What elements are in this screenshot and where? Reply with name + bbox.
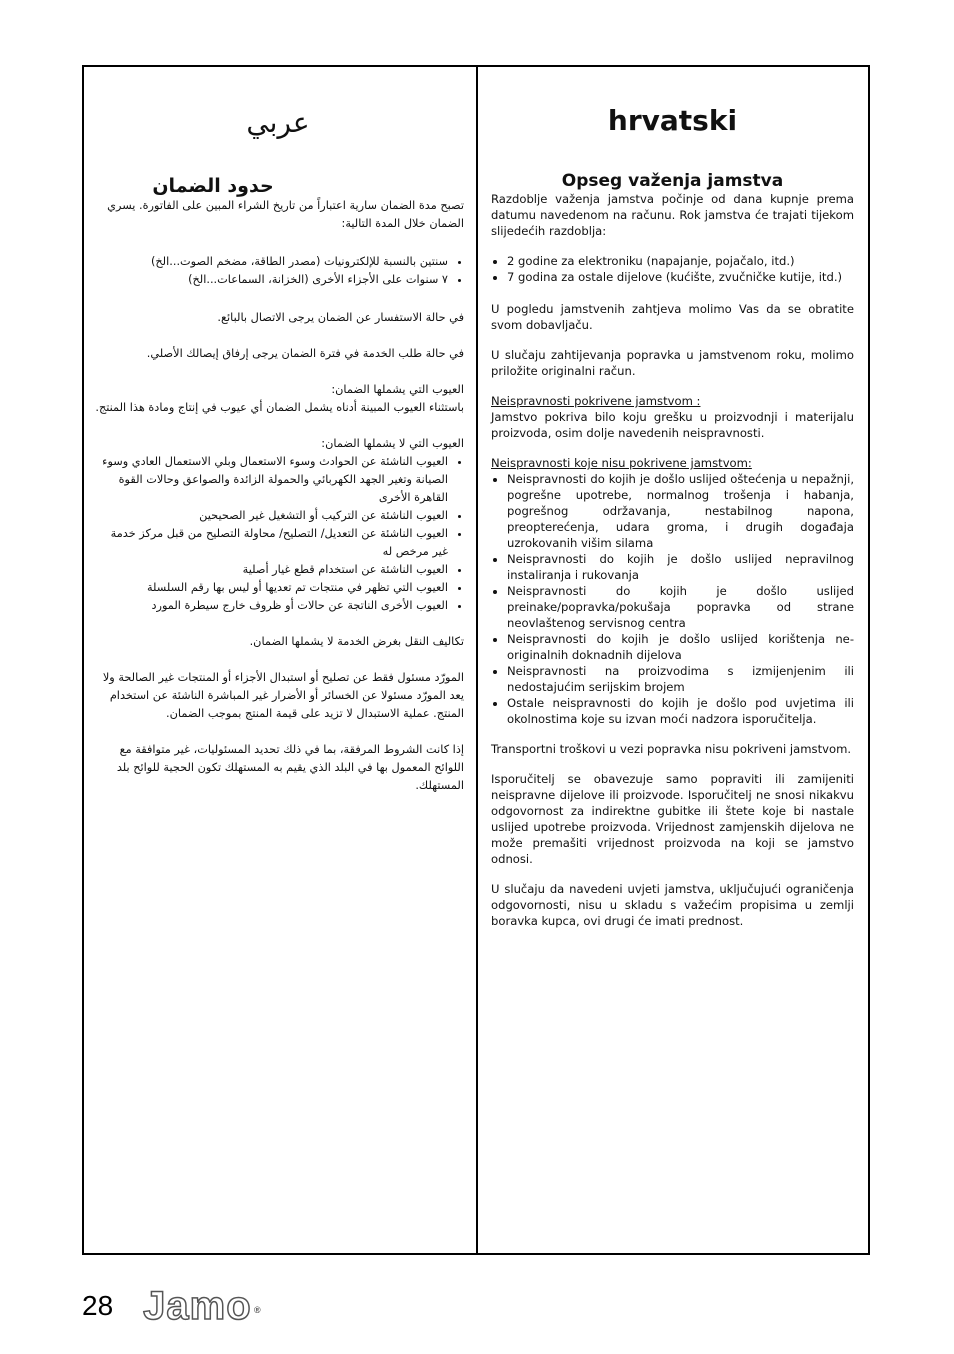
- list-item: • العيوب الناشئة عن الحوادث وسوء الاستعمال وبلي الاستعمال العادي وسوء الصيانة وتغير الجهد الكهربائي والحمولة الزائدة والصواعق وحالات القوة القاهرة الأخرى: [92, 453, 448, 507]
- croatian-covered-text: Jamstvo pokriva bilo koju grešku u proizvodnji i materijalu proizvoda, osim dolje navedenih neispravnosti.: [491, 410, 854, 440]
- list-item: • العيوب التي تظهر في منتجات تم تعديها أو ليس بها رقم السلسلة: [92, 579, 448, 597]
- list-item: • Neispravnosti do kojih je došlo uslijed preinake/popravka/pokušaja popravka od strane neovlaštenog servisnog centra: [507, 583, 854, 631]
- list-item: • Neispravnosti do kojih je došlo uslijed nepravilnog instaliranja i rukovanja: [507, 551, 854, 583]
- arabic-intro: تصبح مدة الضمان سارية اعتباراً من تاريخ الشراء المبين على الفاتورة. يسري الضمان خلال المدة التالية:: [107, 199, 464, 230]
- croatian-periods-list: [491, 253, 854, 285]
- croatian-not-covered-list: [491, 471, 854, 727]
- list-item: • Neispravnosti do kojih je došlo uslijed oštećenja u nepažnji, pogrešne upotrebe, normalnog trošenja i habanja, pogrešnog održavanja, nestabilnog napona, preopterećenja, udara groma, i drugih događaja uzrokovanih višim silama: [507, 471, 854, 551]
- croatian-supplier: Isporučitelj se obavezuje samo popraviti ili zamijeniti neispravne dijelove ili proizvode. Isporučitelj ne snosi nikakvu odgovornost za indirektne gubitke ili štete koje bi nastale uslijed upotrebe proizvoda. Vrijednost zamjenskih dijelova ne može premašiti vrijednost proizvoda na koji se jamstvo odnosi.: [491, 772, 854, 866]
- arabic-service: في حالة طلب الخدمة في فترة الضمان يرجى إرفاق إيصالك الأصلي.: [146, 347, 464, 360]
- list-item: • العيوب الناشئة عن استخدام قطع غيار أصلية: [92, 561, 448, 579]
- arabic-periods-list: [92, 253, 464, 289]
- page-frame: [82, 65, 870, 1255]
- croatian-inquiry: U pogledu jamstvenih zahtjeva molimo Vas da se obratite svom dobavljaču.: [491, 302, 854, 332]
- page-number: 28: [82, 1290, 114, 1321]
- croatian-service: U slučaju zahtijevanja popravka u jamstvenom roku, molimo priložite originalni račun.: [491, 348, 854, 378]
- croatian-covered-title: Neispravnosti pokrivene jamstvom :: [491, 394, 701, 408]
- list-item: • Neispravnosti na proizvodima s izmijenjenim ili nedostajućim serijskim brojem: [507, 663, 854, 695]
- croatian-not-covered-title: Neispravnosti koje nisu pokrivene jamstvom:: [491, 456, 752, 470]
- croatian-terms: U slučaju da navedeni uvjeti jamstva, uključujući ograničenja odgovornosti, nisu u skladu s važećim propisima u zemlji boravka kupca, ovi drugi će imati prednost.: [491, 882, 854, 928]
- arabic-language-title: عربي: [246, 106, 310, 139]
- arabic-inquiry: في حالة الاستفسار عن الضمان يرجى الاتصال بالبائع.: [217, 311, 464, 324]
- arabic-heading: حدود الضمان: [152, 175, 274, 197]
- list-item: • سنتين بالنسبة للإلكترونيات (مصدر الطاقة، مضخم الصوت...الخ): [92, 253, 448, 271]
- list-item: • 2 godine za elektroniku (napajanje, pojačalo, itd.): [507, 253, 854, 269]
- arabic-supplier: المورّد مسئول فقط عن تصليح أو استبدال الأجزاء أو المنتجات غير الصالحة ولا يعد المورّد مسئولا عن الخسائر أو الأضرار غير المباشرة الناشئة عن استخدام المنتج. عملية الاستبدال لا تزيد على قيمة المنتج بموجب الضمان.: [102, 671, 464, 720]
- croatian-column: [478, 67, 868, 1253]
- arabic-not-covered-list: [92, 453, 464, 615]
- arabic-column: [84, 67, 478, 1253]
- arabic-terms: إذا كانت الشروط المرفقة، بما في ذلك تحديد المسئوليات، غير متوافقة مع اللوائح المعمول بها في البلد الذي يقيم به المستهلك تكون الحجية للوائح بلد المستهلك.: [116, 743, 464, 792]
- brand-name: Jamo: [143, 1284, 252, 1328]
- list-item: • Ostale neispravnosti do kojih je došlo pod uvjetima ili okolnostima koje su izvan moći nadzora isporučitelja.: [507, 695, 854, 727]
- list-item: • 7 godina za ostale dijelove (kućište, zvučničke kutije, itd.): [507, 269, 854, 285]
- jamo-logo: [143, 1284, 262, 1328]
- croatian-intro: Razdoblje važenja jamstva počinje od dana kupnje prema datumu navedenom na računu. Rok jamstva će trajati tijekom slijedećih razdoblja:: [491, 192, 854, 238]
- arabic-covered-title: العيوب التي يشملها الضمان:: [331, 383, 464, 396]
- list-item: • العيوب الناشئة عن التركيب أو التشغيل غير الصحيحين: [92, 507, 448, 525]
- arabic-not-covered-title: العيوب التي لا يشملها الضمان:: [321, 437, 464, 450]
- registered-mark: ®: [254, 1305, 262, 1315]
- page-footer: [82, 1284, 262, 1328]
- list-item: • العيوب الناشئة عن التعديل/ التصليح/ محاولة التصليح من قبل مركز خدمة غير مرخص له: [92, 525, 448, 561]
- croatian-language-title: hrvatski: [607, 104, 738, 137]
- croatian-heading: Opseg važenja jamstva: [561, 171, 784, 191]
- arabic-covered-text: باستثناء العيوب المبينة أدناه يشمل الضمان أي عيوب في إنتاج ومادة هذا المنتج.: [95, 401, 464, 414]
- arabic-transport: تكاليف النقل بغرض الخدمة لا يشملها الضمان.: [249, 635, 464, 648]
- list-item: • Neispravnosti do kojih je došlo uslijed korištenja ne-originalnih doknadnih dijelova: [507, 631, 854, 663]
- list-item: • ٧ سنوات على الأجزاء الأخرى (الخزانة، السماعات...الخ): [92, 271, 448, 289]
- list-item: • العيوب الأخرى الناتجة عن حالات أو ظروف خارج سيطرة المورد: [92, 597, 448, 615]
- croatian-transport: Transportni troškovi u vezi popravka nisu pokriveni jamstvom.: [491, 742, 852, 756]
